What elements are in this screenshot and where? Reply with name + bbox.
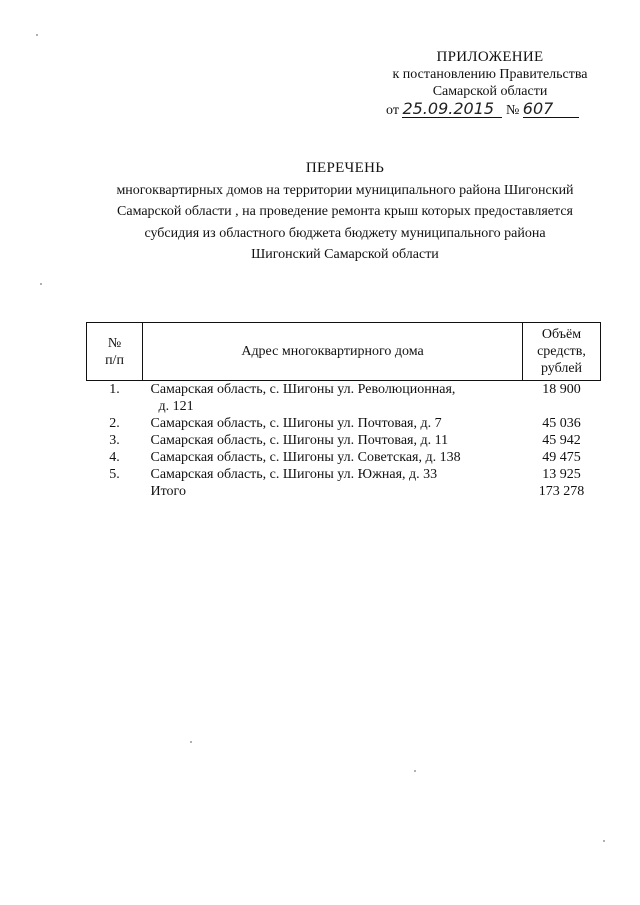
- scan-speck: [414, 770, 416, 772]
- resolution-number: 607: [523, 101, 579, 118]
- table-row: 3. Самарская область, с. Шигоны ул. Почтовая, д. 11 45 942: [109, 433, 581, 448]
- resolution-date: 25.09.2015: [402, 101, 502, 118]
- from-label: от: [386, 103, 399, 118]
- table-header-row: [87, 323, 601, 381]
- appendix-heading: ПРИЛОЖЕНИЕ: [436, 49, 544, 65]
- table-total-row: [87, 483, 601, 500]
- scan-speck: [40, 283, 42, 285]
- title-line-3: субсидия из областного бюджета бюджету муниципального района: [144, 225, 546, 241]
- total-amount: 173 278: [538, 484, 585, 499]
- table-row: 2. Самарская область, с. Шигоны ул. Почтовая, д. 7 45 036: [109, 416, 581, 431]
- resolution-reference: [386, 101, 579, 119]
- title-line-1: многоквартирных домов на территории муниципального района Шигонский: [116, 182, 574, 198]
- header-address: Адрес многоквартирного дома: [143, 323, 523, 381]
- header-amount: Объём средств, рублей: [523, 323, 601, 381]
- total-label: Итого: [150, 484, 186, 499]
- buildings-table: [86, 322, 601, 500]
- table-row: 4. Самарская область, с. Шигоны ул. Советская, д. 138 49 475: [109, 450, 581, 465]
- title-line-2: Самарской области , на проведение ремонта крыш которых предоставляется: [117, 204, 573, 219]
- table-row: 5. Самарская область, с. Шигоны ул. Южная, д. 33 13 925: [109, 467, 581, 482]
- header-number: № п/п: [87, 323, 143, 381]
- title-heading: ПЕРЕЧЕНЬ: [305, 160, 385, 176]
- table-row: 1. Самарская область, с. Шигоны ул. Революционная, д. 121 18 900: [109, 382, 581, 414]
- appendix-block: [370, 49, 610, 100]
- number-label: №: [505, 103, 520, 118]
- scan-speck: [36, 34, 38, 36]
- scan-speck: [190, 741, 192, 743]
- scan-speck: [603, 840, 605, 842]
- document-title: [60, 158, 630, 266]
- appendix-line-2: Самарской области: [432, 84, 548, 99]
- appendix-line-1: к постановлению Правительства: [392, 67, 588, 82]
- title-line-4: Шигонский Самарской области: [251, 247, 439, 262]
